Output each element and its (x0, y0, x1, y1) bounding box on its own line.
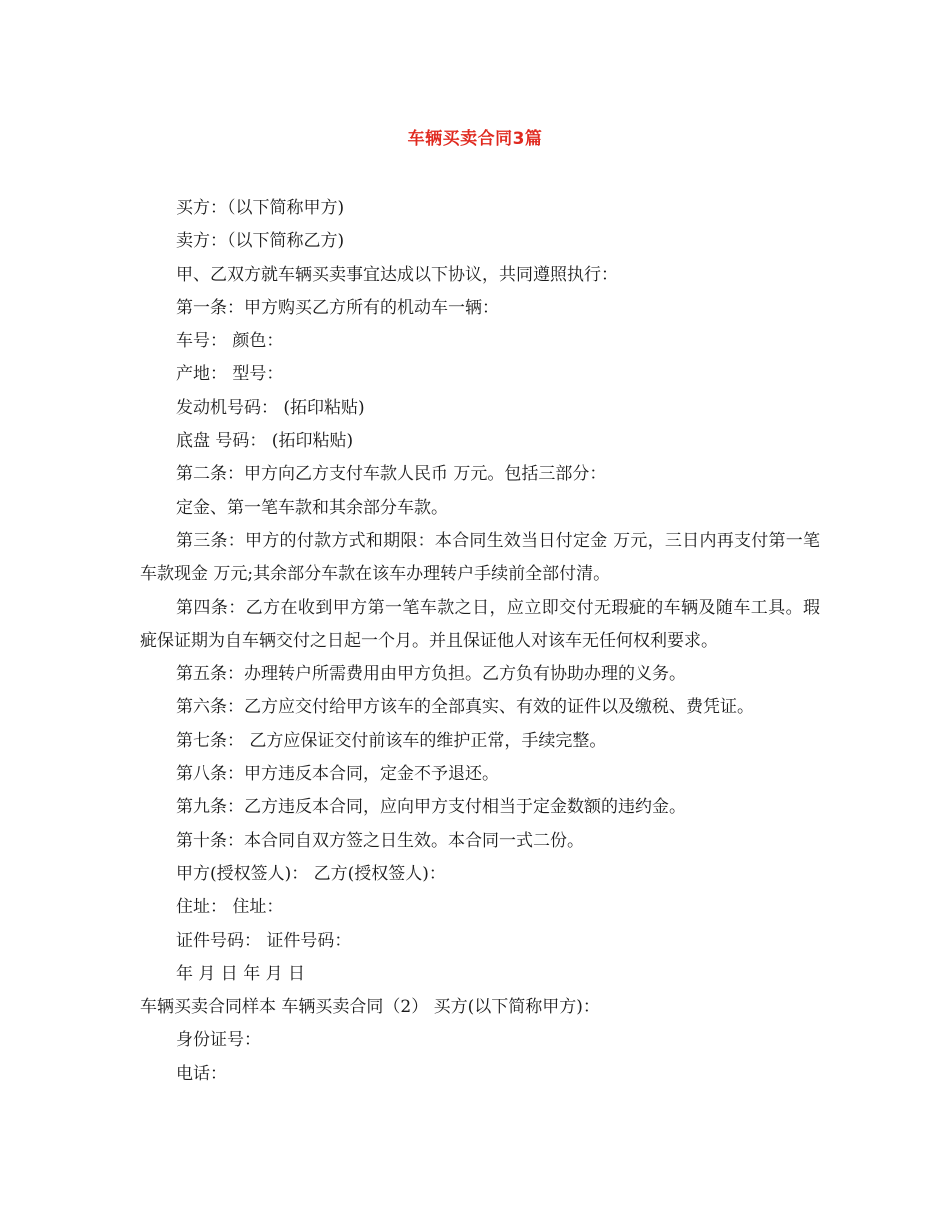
contract-line: 身份证号： (176, 1030, 261, 1051)
contract-line: 第九条：乙方违反本合同，应向甲方支付相当于定金数额的违约金。 (176, 797, 686, 818)
document-title: 车辆买卖合同3篇 (407, 129, 543, 149)
contract-line: 甲方(授权签人)： 乙方(授权签人)： (176, 863, 446, 884)
contract-line: 车号： 颜色： (176, 331, 284, 352)
contract-line: 年 月 日 年 月 日 (176, 963, 306, 984)
contract-line: 第八条：甲方违反本合同，定金不予退还。 (176, 764, 499, 785)
contract-line: 产地： 型号： (176, 364, 284, 385)
contract-line: 第一条：甲方购买乙方所有的机动车一辆： (176, 297, 499, 318)
contract-line: 买方：（以下简称甲方) (176, 198, 345, 218)
contract-line: 电话： (176, 1063, 227, 1084)
contract-line: 第六条：乙方应交付给甲方该车的全部真实、有效的证件以及缴税、费凭证。 (176, 697, 754, 718)
document-body (140, 192, 820, 1091)
contract-line: 第十条：本合同自双方签之日生效。本合同一式二份。 (176, 830, 584, 851)
contract-line: 证件号码： 证件号码： (176, 930, 352, 951)
contract-line: 卖方：（以下简称乙方) (176, 231, 345, 252)
contract-line: 定金、第一笔车款和其余部分车款。 (176, 497, 448, 518)
contract-line: 甲、乙双方就车辆买卖事宜达成以下协议，共同遵照执行： (176, 264, 618, 285)
contract-paragraph: 第四条：乙方在收到甲方第一笔车款之日，应立即交付无瑕疵的车辆及随车工具。瑕疵保证期为自车辆交付之日起一个月。并且保证他人对该车无任何权利要求。 (140, 597, 820, 651)
contract-line: 车辆买卖合同样本 车辆买卖合同（2） 买方(以下简称甲方)： (140, 997, 600, 1018)
contract-line: 住址： 住址： (176, 897, 284, 918)
contract-paragraph: 第三条：甲方的付款方式和期限：本合同生效当日付定金 万元，三日内再支付第一笔车款现金 万元;其余部分车款在该车办理转户手续前全部付清。 (140, 530, 820, 585)
contract-line: 第五条：办理转户所需费用由甲方负担。乙方负有协助办理的义务。 (176, 664, 686, 685)
contract-line: 底盘 号码： (拓印粘贴) (176, 431, 354, 452)
contract-line: 第二条：甲方向乙方支付车款人民币 万元。包括三部分： (176, 464, 607, 485)
contract-line: 第七条： 乙方应保证交付前该车的维护正常，手续完整。 (176, 730, 607, 751)
contract-line: 发动机号码： (拓印粘贴) (176, 397, 365, 418)
